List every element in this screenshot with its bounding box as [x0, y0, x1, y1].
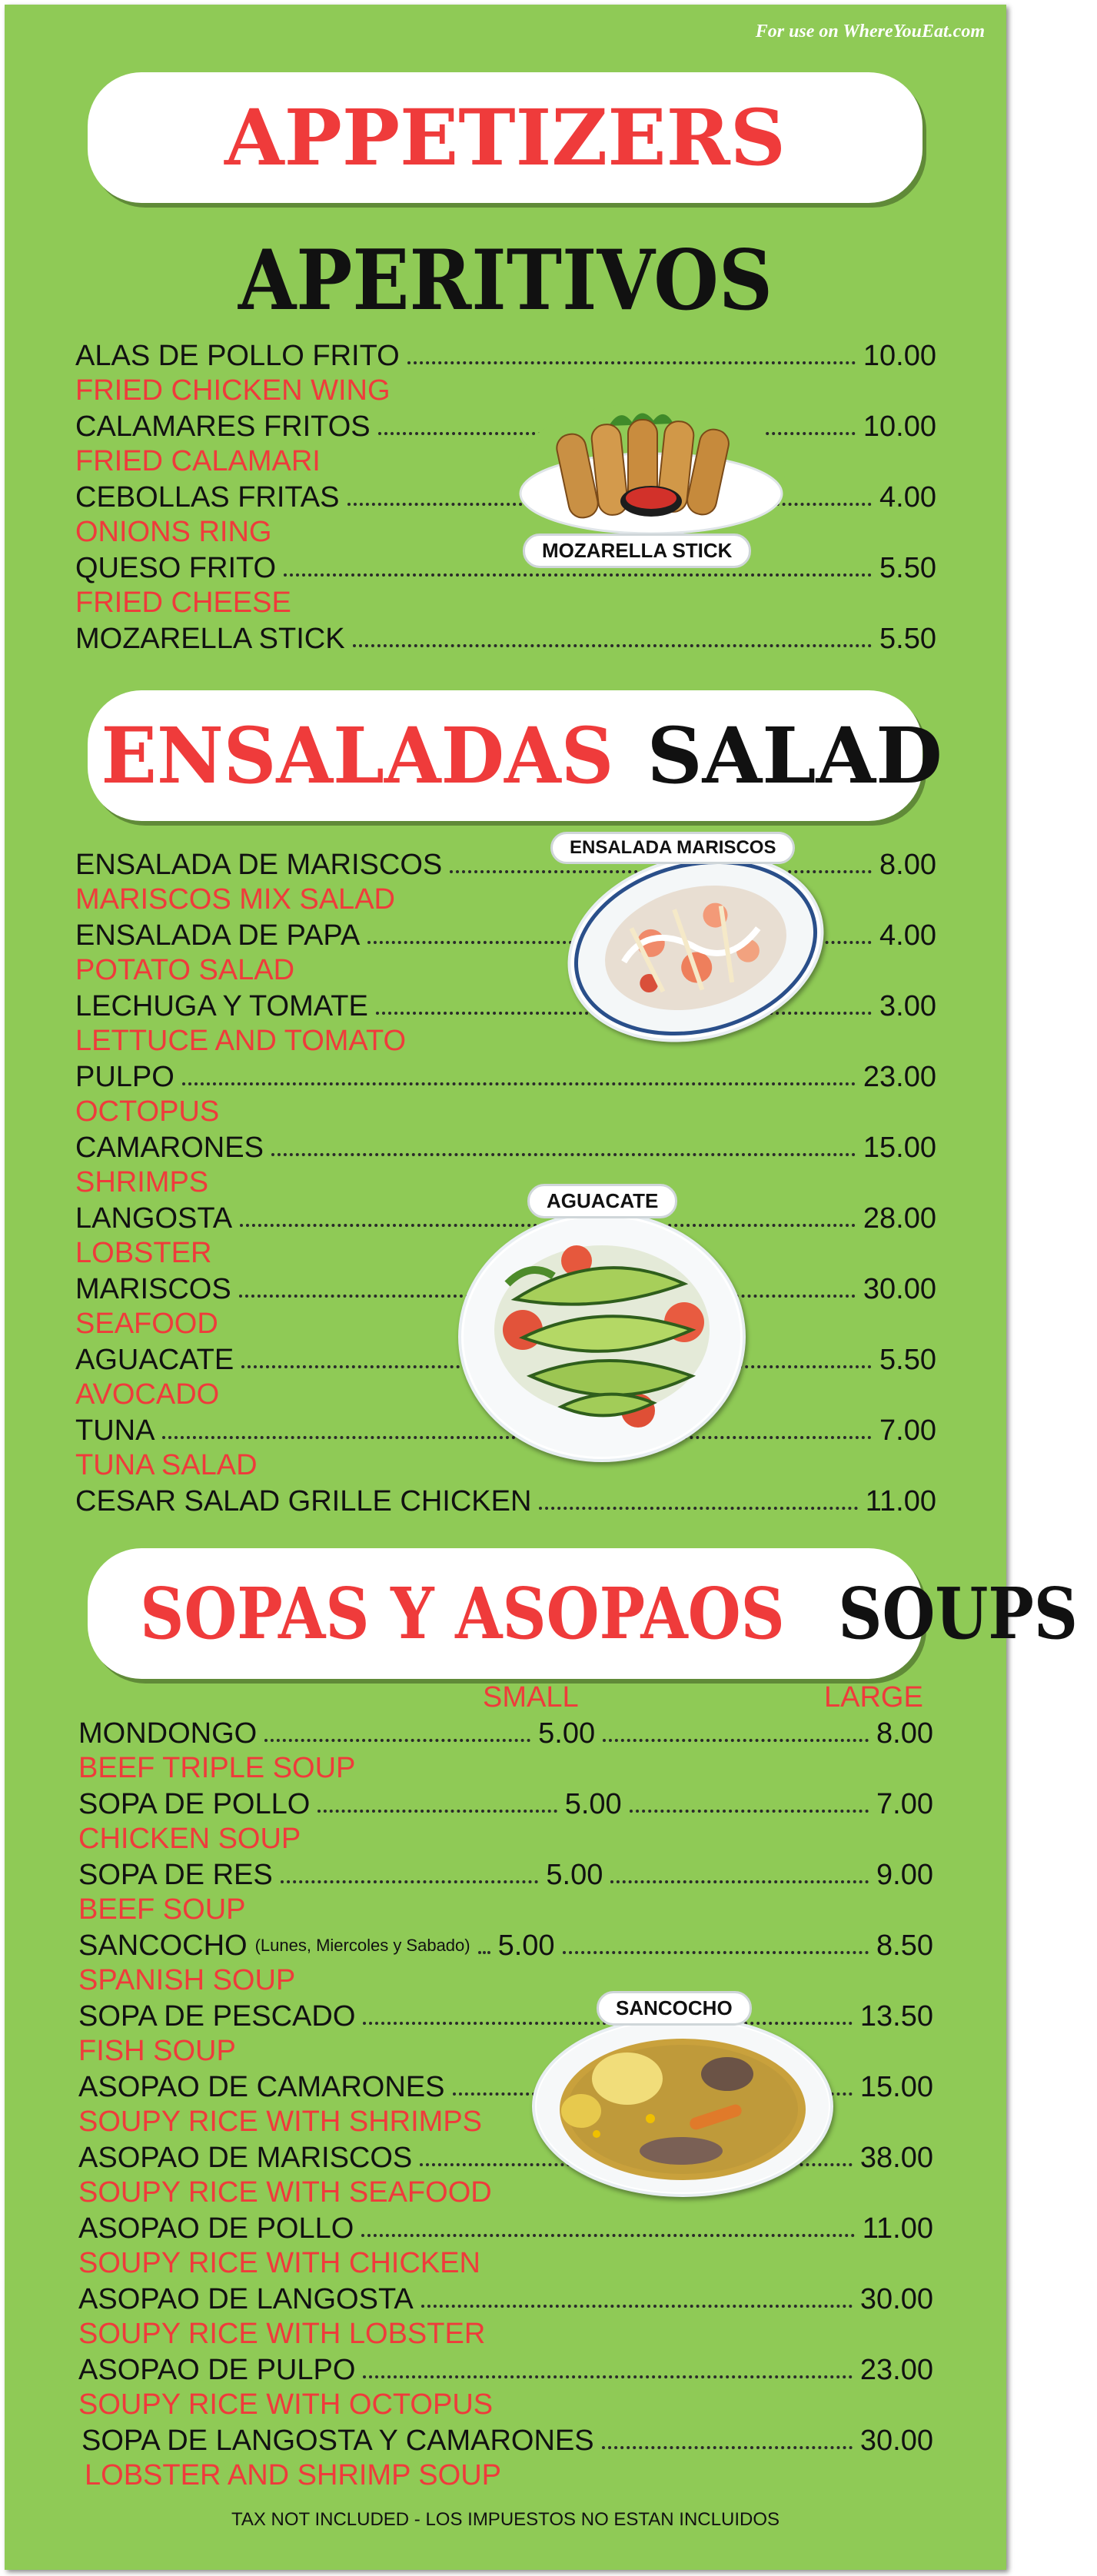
item-translation: MARISCOS MIX SALAD — [75, 883, 395, 916]
item-name: ENSALADA DE PAPA — [75, 919, 361, 952]
item-price: 23.00 — [859, 2354, 933, 2386]
aperitivos-subtitle: APERITIVOS — [238, 232, 773, 329]
menu-item — [78, 1787, 933, 1822]
item-name: SOPA DE POLLO — [78, 1788, 311, 1820]
item-name: QUESO FRITO — [75, 552, 277, 584]
item-price-small: 5.00 — [538, 1717, 596, 1750]
item-price: 5.50 — [879, 623, 936, 655]
item-price-large: 9.00 — [876, 1859, 933, 1891]
aguacate-photo — [458, 1212, 746, 1462]
appetizers-title: APPETIZERS — [224, 92, 786, 183]
item-price: 38.00 — [859, 2142, 933, 2174]
leader-dots — [353, 644, 872, 647]
sancocho-soup-image — [535, 2019, 830, 2194]
item-price: 30.00 — [859, 2283, 933, 2315]
leader-dots — [317, 1810, 557, 1813]
leader-dots — [182, 1082, 856, 1085]
leader-dots — [284, 573, 872, 577]
watermark: For use on WhereYouEat.com — [755, 22, 985, 42]
leader-dots — [603, 1739, 869, 1742]
menu-item — [78, 1928, 933, 1963]
item-translation: BEEF SOUP — [78, 1893, 246, 1926]
item-translation: LOBSTER AND SHRIMP SOUP — [85, 2459, 501, 2491]
item-price: 15.00 — [863, 1132, 936, 1164]
small-column-header: SMALL — [483, 1681, 579, 1713]
item-price-small: 5.00 — [546, 1859, 603, 1891]
ensaladas-title: ENSALADAS — [101, 710, 614, 801]
item-price: 30.00 — [863, 1273, 936, 1305]
menu-item — [75, 550, 936, 586]
menu-item — [78, 1716, 933, 1751]
menu-item — [75, 338, 936, 374]
item-name: SOPA DE RES — [78, 1859, 273, 1891]
item-price: 11.00 — [862, 2212, 933, 2245]
menu-page — [5, 5, 1078, 2570]
item-name: MARISCOS — [75, 1273, 231, 1305]
salad-title: SALAD — [647, 710, 942, 801]
leader-dots — [539, 1507, 857, 1510]
item-name: PULPO — [75, 1061, 175, 1093]
sopas-asopaos-title: SOPAS Y ASOPAOS — [140, 1572, 785, 1655]
item-translation: FRIED CHEESE — [75, 587, 291, 619]
leader-dots — [271, 1153, 856, 1156]
item-translation: LETTUCE AND TOMATO — [75, 1025, 407, 1057]
menu-item — [78, 2211, 933, 2246]
item-price: 15.00 — [859, 2071, 933, 2103]
aguacate-photo-label: AGUACATE — [527, 1184, 677, 1218]
item-name: ALAS DE POLLO FRITO — [75, 340, 400, 372]
item-price: 4.00 — [879, 481, 936, 514]
item-name: AGUACATE — [75, 1344, 234, 1376]
menu-item — [75, 1484, 936, 1519]
leader-dots — [563, 1951, 869, 1954]
leader-dots — [264, 1739, 530, 1742]
menu-item — [78, 1857, 933, 1893]
menu-item — [75, 1130, 936, 1165]
item-translation: SOUPY RICE WITH LOBSTER — [78, 2318, 486, 2350]
item-translation: SOUPY RICE WITH SHRIMPS — [78, 2106, 483, 2138]
item-translation: FISH SOUP — [78, 2035, 236, 2067]
item-price-large: 8.50 — [876, 1930, 933, 1962]
menu-item — [78, 2282, 933, 2317]
item-price: 5.50 — [879, 1344, 936, 1376]
item-translation: SPANISH SOUP — [78, 1964, 296, 1996]
item-price-large: 7.00 — [876, 1788, 933, 1820]
mozarella-stick-image — [517, 403, 786, 535]
soups-title: SOUPS — [837, 1572, 1078, 1655]
item-name: SANCOCHO — [78, 1930, 248, 1962]
ensalada-mariscos-photo-label: ENSALADA MARISCOS — [550, 832, 795, 864]
item-price: 13.50 — [859, 2000, 933, 2033]
item-price: 30.00 — [859, 2425, 933, 2457]
avocado-salad-image — [461, 1215, 743, 1459]
sancocho-photo — [532, 2016, 833, 2197]
item-name: SOPA DE LANGOSTA Y CAMARONES — [81, 2425, 594, 2457]
item-name: CEBOLLAS FRITAS — [75, 481, 340, 514]
leader-dots — [361, 2234, 854, 2237]
item-name: ENSALADA DE MARISCOS — [75, 849, 443, 881]
leader-dots — [421, 2305, 853, 2308]
item-price: 23.00 — [863, 1061, 936, 1093]
item-name: ASOPAO DE LANGOSTA — [78, 2283, 414, 2315]
item-name: SOPA DE PESCADO — [78, 2000, 356, 2033]
item-name: LANGOSTA — [75, 1202, 233, 1235]
menu-item — [75, 1059, 936, 1095]
appetizers-banner — [88, 72, 922, 203]
item-price: 10.00 — [863, 340, 936, 372]
item-name: MOZARELLA STICK — [75, 623, 345, 655]
item-name: LECHUGA Y TOMATE — [75, 990, 368, 1022]
item-price: 28.00 — [863, 1202, 936, 1235]
mozarella-stick-photo-label: MOZARELLA STICK — [523, 533, 751, 568]
item-name: MONDONGO — [78, 1717, 258, 1750]
item-name: ASOPAO DE MARISCOS — [78, 2142, 413, 2174]
item-name: CAMARONES — [75, 1132, 264, 1164]
item-translation: BEEF TRIPLE SOUP — [78, 1752, 356, 1784]
item-translation: SHRIMPS — [75, 1166, 209, 1198]
item-translation: FRIED CHICKEN WING — [75, 374, 391, 407]
item-name: ASOPAO DE PULPO — [78, 2354, 356, 2386]
leader-dots — [281, 1880, 539, 1883]
salad-banner — [88, 690, 942, 821]
item-price: 3.00 — [879, 990, 936, 1022]
item-translation: POTATO SALAD — [75, 954, 295, 986]
leader-dots — [478, 1951, 490, 1954]
menu-item — [75, 480, 936, 515]
menu-item — [75, 409, 936, 444]
item-price: 7.00 — [879, 1414, 936, 1447]
sancocho-photo-label: SANCOCHO — [597, 1991, 752, 2026]
menu-item — [81, 2423, 933, 2458]
menu-item — [78, 2352, 933, 2388]
leader-dots — [602, 2446, 853, 2449]
item-price-small: 5.00 — [564, 1788, 622, 1820]
item-translation: ONIONS RING — [75, 516, 272, 548]
item-translation: SOUPY RICE WITH CHICKEN — [78, 2247, 480, 2279]
item-name: ASOPAO DE CAMARONES — [78, 2071, 445, 2103]
item-translation: LOBSTER — [75, 1237, 212, 1269]
item-price-large: 8.00 — [876, 1717, 933, 1750]
tax-note: TAX NOT INCLUDED - LOS IMPUESTOS NO ESTAN INCLUIDOS — [231, 2509, 780, 2530]
item-translation: FRIED CALAMARI — [75, 445, 321, 477]
item-translation: AVOCADO — [75, 1378, 220, 1411]
item-name: CESAR SALAD GRILLE CHICKEN — [75, 1485, 532, 1517]
item-price: 10.00 — [863, 410, 936, 443]
item-price: 4.00 — [879, 919, 936, 952]
leader-dots — [630, 1810, 869, 1813]
item-translation: SOUPY RICE WITH OCTOPUS — [78, 2388, 494, 2421]
item-name: ASOPAO DE POLLO — [78, 2212, 354, 2245]
leader-dots — [363, 2375, 853, 2378]
leader-dots — [610, 1880, 869, 1883]
soups-banner — [88, 1548, 1078, 1679]
item-translation: OCTOPUS — [75, 1095, 220, 1128]
item-price: 8.00 — [879, 849, 936, 881]
leader-dots — [407, 361, 856, 364]
large-column-header: LARGE — [824, 1681, 923, 1713]
item-translation: SEAFOOD — [75, 1308, 218, 1340]
item-price: 11.00 — [865, 1485, 936, 1517]
item-translation: CHICKEN SOUP — [78, 1823, 301, 1855]
item-note: (Lunes, Miercoles y Sabado) — [254, 1936, 470, 1955]
item-price: 5.50 — [879, 552, 936, 584]
item-name: CALAMARES FRITOS — [75, 410, 371, 443]
mozarella-stick-photo — [517, 403, 786, 535]
item-translation: SOUPY RICE WITH SEAFOOD — [78, 2176, 492, 2209]
item-price-small: 5.00 — [497, 1930, 555, 1962]
item-name: TUNA — [75, 1414, 155, 1447]
menu-item — [75, 621, 936, 656]
item-translation: TUNA SALAD — [75, 1449, 258, 1481]
